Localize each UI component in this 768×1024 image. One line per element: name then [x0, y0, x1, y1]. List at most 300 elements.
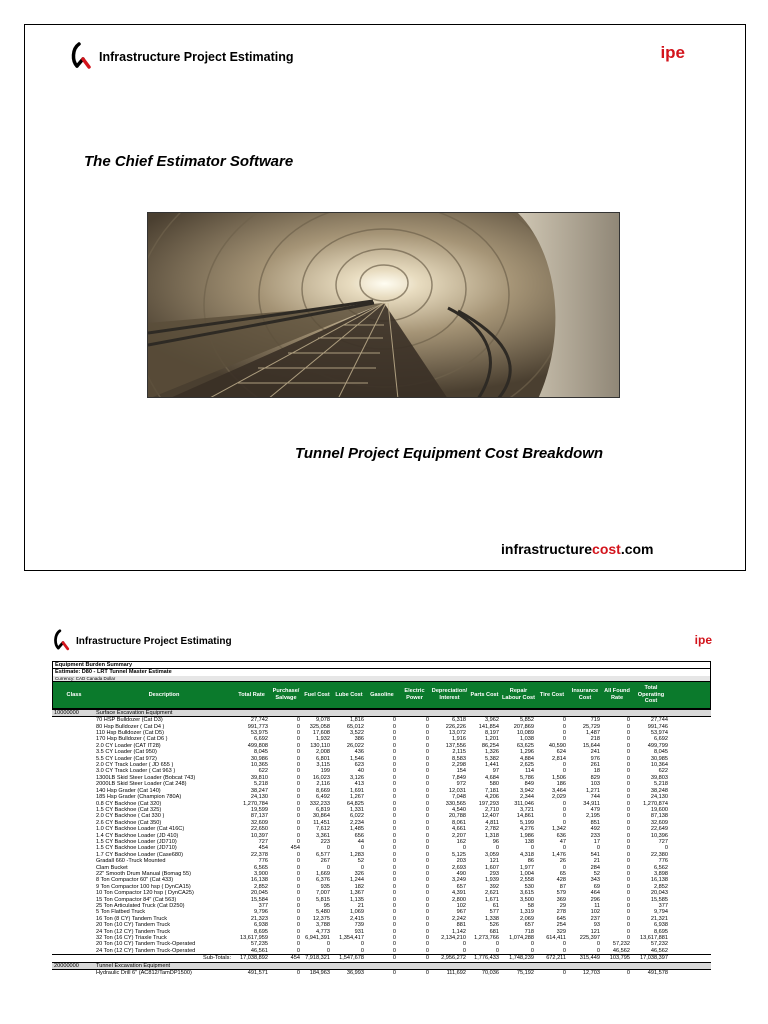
- row-description: 32 Ton (16 CY) Triaxle Truck: [96, 935, 167, 942]
- row-description: Clam Bucket: [96, 864, 128, 871]
- row-value: 5,199: [520, 819, 534, 826]
- row-value: 0: [425, 742, 429, 749]
- row-value: 0: [626, 896, 630, 903]
- row-value: 0: [360, 864, 364, 871]
- row-value: 0: [296, 806, 300, 813]
- row-value: 0: [530, 947, 534, 954]
- row-value: 7,612: [316, 826, 330, 833]
- row-description: 1300LB Skid Steer Loader (Bobcat 743): [96, 774, 196, 781]
- row-value: 343: [590, 877, 600, 884]
- row-value: 10,396: [650, 832, 668, 839]
- row-value: 0: [626, 935, 630, 942]
- row-value: 199: [320, 768, 330, 775]
- row-value: 1,074,288: [509, 935, 534, 942]
- group-row: [52, 962, 711, 970]
- row-description: 3.0 CY Track Loader ( Cat 963 ): [96, 768, 176, 775]
- row-value: 1,270,874: [643, 800, 668, 807]
- row-value: 1,283: [350, 851, 364, 858]
- row-value: 0: [626, 845, 630, 852]
- row-value: 1,338: [485, 915, 499, 922]
- row-value: 0: [562, 970, 566, 977]
- row-value: 0: [392, 787, 396, 794]
- row-value: 103: [590, 781, 600, 788]
- row-value: 30,986: [250, 755, 268, 762]
- column-header: Purchase/ Salvage: [272, 688, 300, 701]
- row-value: 184,963: [309, 970, 330, 977]
- row-value: 6,938: [254, 922, 268, 929]
- row-value: 4,391: [452, 890, 466, 897]
- row-value: 138: [524, 838, 534, 845]
- row-value: 2,029: [552, 794, 566, 801]
- row-value: 223: [320, 838, 330, 845]
- row-value: 22,380: [650, 851, 668, 858]
- row-value: 1,671: [485, 896, 499, 903]
- estimate-name: Estimate: D80 - LRT Tunnel Master Estimate: [53, 668, 710, 675]
- row-value: 0: [392, 736, 396, 743]
- row-value: 21,321: [650, 915, 668, 922]
- row-value: 0: [562, 730, 566, 737]
- row-value: 53,974: [650, 730, 668, 737]
- row-value: 464: [590, 890, 600, 897]
- row-value: 93: [593, 922, 600, 929]
- row-value: 931: [354, 928, 364, 935]
- row-value: 0: [425, 903, 429, 909]
- row-value: 6,022: [350, 813, 364, 820]
- row-value: 1,267: [350, 794, 364, 801]
- row-value: 11: [594, 903, 600, 909]
- row-value: 0: [425, 762, 429, 769]
- row-value: 428: [556, 877, 566, 884]
- column-header: Electric Power: [404, 688, 425, 701]
- row-value: 15,584: [250, 896, 268, 903]
- row-value: 25,729: [582, 723, 600, 730]
- row-value: 2,710: [485, 806, 499, 813]
- row-value: 0: [392, 800, 396, 807]
- row-value: 0: [425, 870, 429, 877]
- row-value: 0: [296, 813, 300, 820]
- row-value: 0: [626, 787, 630, 794]
- brand-name: Infrastructure Project Estimating: [99, 50, 294, 64]
- column-header: Lube Cost: [335, 691, 363, 698]
- row-value: 0: [562, 768, 566, 775]
- row-value: 0: [296, 915, 300, 922]
- subtotal-value: 315,449: [579, 955, 600, 962]
- row-value: 0: [530, 845, 534, 852]
- row-value: 8,197: [485, 730, 499, 737]
- row-value: 0: [425, 890, 429, 897]
- row-value: 0: [392, 762, 396, 769]
- row-value: 21: [357, 903, 364, 909]
- row-value: 2,621: [485, 890, 499, 897]
- row-description: 20 Ton (10 CY) Tandem Truck-Operated: [96, 941, 196, 948]
- row-value: 1,296: [520, 749, 534, 756]
- row-value: 935: [320, 883, 330, 890]
- row-value: 10,089: [516, 730, 534, 737]
- row-value: 0: [562, 800, 566, 807]
- row-value: 436: [354, 749, 364, 756]
- row-value: 16,138: [250, 877, 268, 884]
- row-value: 1,816: [350, 717, 364, 724]
- row-value: 0: [296, 970, 300, 977]
- row-value: 0: [360, 941, 364, 948]
- row-value: 881: [456, 922, 466, 929]
- row-value: 0: [425, 787, 429, 794]
- row-value: 218: [590, 736, 600, 743]
- row-value: 162: [456, 838, 466, 845]
- row-value: 0: [392, 749, 396, 756]
- report-page: [0, 600, 768, 1024]
- row-value: 10,365: [250, 762, 268, 769]
- row-value: 226,226: [445, 723, 466, 730]
- row-value: 3,126: [350, 774, 364, 781]
- row-value: 0: [626, 851, 630, 858]
- report-title: Equipment Burden Summary: [55, 662, 133, 668]
- row-value: 624: [556, 749, 566, 756]
- row-value: 776: [258, 858, 268, 865]
- row-value: 454: [258, 845, 268, 852]
- row-class: [52, 955, 94, 961]
- row-value: 1,326: [485, 749, 499, 756]
- column-header: Parts Cost: [470, 691, 499, 698]
- row-value: 577: [489, 909, 499, 916]
- row-description: 10 Ton Compactor 120 hsp ( DynCA25): [96, 890, 194, 897]
- column-header: Tire Cost: [539, 691, 565, 698]
- row-value: 15,585: [650, 896, 668, 903]
- row-value: 114: [525, 768, 534, 775]
- row-value: 1,271: [586, 787, 600, 794]
- row-value: 0: [296, 928, 300, 935]
- row-value: 57,235: [250, 941, 268, 948]
- row-value: 0: [392, 970, 396, 977]
- row-value: 0: [392, 742, 396, 749]
- row-value: 0: [296, 941, 300, 948]
- row-value: 0: [392, 947, 396, 954]
- row-value: 46,562: [612, 947, 630, 954]
- row-value: 20,788: [448, 813, 466, 820]
- row-value: 1,441: [485, 762, 499, 769]
- row-value: 2,234: [350, 819, 364, 826]
- column-header: Description: [148, 691, 180, 698]
- row-value: 4,773: [316, 928, 330, 935]
- row-value: 377: [258, 903, 268, 909]
- row-value: 0: [392, 838, 396, 845]
- row-value: 95: [323, 903, 330, 909]
- row-value: 0: [392, 915, 396, 922]
- row-value: 744: [590, 794, 600, 801]
- row-value: 0: [425, 781, 429, 788]
- row-value: 6,562: [654, 864, 668, 871]
- row-value: 2,069: [520, 915, 534, 922]
- row-value: 3,788: [316, 922, 330, 929]
- row-value: 1,669: [316, 870, 330, 877]
- row-description: Hydraulic Drill 6" (AC812/TamDP1500): [96, 970, 192, 977]
- row-value: 21,323: [250, 915, 268, 922]
- row-value: 0: [392, 928, 396, 935]
- row-value: 622: [258, 768, 268, 775]
- row-value: 325,058: [309, 723, 330, 730]
- row-value: 293: [489, 870, 499, 877]
- row-value: 0: [562, 947, 566, 954]
- row-value: 0: [425, 935, 429, 942]
- row-value: 6,941,391: [305, 935, 330, 942]
- row-value: 329: [556, 928, 566, 935]
- subtotal-value: 7,918,321: [305, 955, 330, 962]
- row-value: 499,808: [247, 742, 268, 749]
- row-value: 0: [296, 781, 300, 788]
- column-header: Depreciation/ Interest: [431, 688, 468, 701]
- site-suffix: .com: [620, 541, 654, 557]
- row-description: 2000LB Skid Steer Loader (Cat 248): [96, 781, 187, 788]
- tunnel-photo: [147, 212, 620, 398]
- website-url[interactable]: [501, 541, 654, 557]
- row-value: 1,342: [552, 826, 566, 833]
- row-value: 0: [626, 928, 630, 935]
- row-value: 386: [354, 736, 364, 743]
- row-value: 5,125: [452, 851, 466, 858]
- row-value: 0: [562, 941, 566, 948]
- row-value: 0: [296, 858, 300, 865]
- row-value: 8,669: [316, 787, 330, 794]
- row-description: 140 Hsp Grader (Cat 140): [96, 787, 161, 794]
- row-value: 121: [590, 928, 600, 935]
- row-description: 110 Hsp Bulldozer (Cat D5): [96, 730, 164, 737]
- row-value: 0: [626, 794, 630, 801]
- row-value: 1,244: [350, 877, 364, 884]
- row-value: 0: [425, 851, 429, 858]
- row-value: 0: [626, 858, 630, 865]
- row-value: 2,800: [452, 896, 466, 903]
- row-value: 3,059: [485, 851, 499, 858]
- row-description: 8 Ton Compactor 60" (Cat 433): [96, 877, 174, 884]
- row-value: 32,609: [650, 819, 668, 826]
- row-description: 5 Ton Flatbed Truck: [96, 909, 146, 916]
- row-value: 2,298: [452, 762, 466, 769]
- title-slide: [24, 24, 746, 571]
- row-value: 623: [354, 762, 364, 769]
- row-value: 32,609: [250, 819, 268, 826]
- row-value: 851: [590, 819, 600, 826]
- row-value: 579: [556, 890, 566, 897]
- row-value: 0: [626, 877, 630, 884]
- row-value: 1,367: [350, 890, 364, 897]
- row-value: 0: [296, 787, 300, 794]
- row-value: 0: [392, 890, 396, 897]
- row-value: 657: [524, 922, 534, 929]
- row-value: 1,331: [350, 806, 364, 813]
- row-value: 3,942: [520, 787, 534, 794]
- row-value: 64,825: [346, 800, 364, 807]
- row-value: 46,561: [250, 947, 268, 954]
- row-value: 0: [296, 838, 300, 845]
- row-value: 1,986: [520, 832, 534, 839]
- column-header: Class: [66, 691, 82, 698]
- row-value: 87: [559, 883, 566, 890]
- row-value: 2,852: [254, 883, 268, 890]
- row-value: 141,854: [478, 723, 499, 730]
- row-value: 4,684: [485, 774, 499, 781]
- row-value: 0: [626, 909, 630, 916]
- row-value: 0: [562, 806, 566, 813]
- ipe-logo-icon: [69, 41, 97, 73]
- group-class: 10000000: [54, 709, 79, 716]
- row-value: 0: [392, 935, 396, 942]
- row-value: 8,695: [654, 928, 668, 935]
- row-value: 20,045: [250, 890, 268, 897]
- row-value: 645: [556, 915, 566, 922]
- row-description: 2.0 CY Track Loader ( JD 655 ): [96, 762, 174, 769]
- row-value: 0: [392, 819, 396, 826]
- row-value: 3,615: [520, 890, 534, 897]
- row-value: 22,378: [250, 851, 268, 858]
- table-row: [52, 970, 711, 976]
- row-value: 233: [590, 832, 600, 839]
- row-value: 1,607: [485, 864, 499, 871]
- row-value: 0: [626, 838, 630, 845]
- brand-name: Infrastructure Project Estimating: [76, 635, 232, 647]
- row-value: 530: [524, 883, 534, 890]
- row-value: 0: [425, 922, 429, 929]
- ipe-mark: ipe: [660, 43, 685, 62]
- subtotal-value: 1,776,433: [474, 955, 499, 962]
- row-value: 1,506: [552, 774, 566, 781]
- row-value: 0: [392, 877, 396, 884]
- row-value: 727: [658, 838, 668, 845]
- row-value: 0: [626, 800, 630, 807]
- row-value: 0: [392, 896, 396, 903]
- row-value: 6,376: [316, 877, 330, 884]
- row-value: 3,115: [316, 762, 330, 769]
- row-value: 6,577: [316, 851, 330, 858]
- row-value: 413: [354, 781, 364, 788]
- row-value: 0: [326, 941, 330, 948]
- row-value: 0: [392, 813, 396, 820]
- row-value: 0: [425, 736, 429, 743]
- row-value: 0: [495, 845, 499, 852]
- row-value: 656: [354, 832, 364, 839]
- row-value: 0: [425, 896, 429, 903]
- row-value: 0: [296, 870, 300, 877]
- row-value: 86,254: [481, 742, 499, 749]
- row-value: 2,115: [452, 749, 466, 756]
- row-value: 718: [524, 928, 534, 935]
- report-header: [52, 661, 711, 682]
- row-value: 15,644: [582, 742, 600, 749]
- row-value: 111,692: [446, 970, 466, 977]
- row-value: 10,397: [250, 832, 268, 839]
- row-value: 0: [326, 845, 330, 852]
- row-value: 3,898: [654, 870, 668, 877]
- row-value: 4,540: [452, 806, 466, 813]
- row-value: 0: [626, 774, 630, 781]
- row-description: 24 Ton (12 CY) Tandem Truck-Operated: [96, 947, 196, 954]
- row-value: 491,578: [647, 970, 668, 977]
- row-value: 203: [456, 858, 466, 865]
- row-value: 8,045: [654, 749, 668, 756]
- row-value: 392: [489, 883, 499, 890]
- row-value: 87,137: [250, 813, 268, 820]
- row-value: 1,270,784: [243, 800, 268, 807]
- row-value: 154: [456, 768, 466, 775]
- row-value: 0: [626, 813, 630, 820]
- row-value: 2,693: [452, 864, 466, 871]
- row-value: 186: [556, 781, 566, 788]
- row-value: 9,794: [654, 909, 668, 916]
- column-header: All Found Rate: [604, 688, 630, 701]
- row-value: 130,110: [310, 742, 330, 749]
- column-header: Insurance Cost: [571, 688, 599, 701]
- row-value: 976: [590, 755, 600, 762]
- row-value: 1,142: [452, 928, 466, 935]
- row-value: 0: [296, 819, 300, 826]
- row-value: 491,571: [247, 970, 268, 977]
- row-value: 102: [590, 909, 600, 916]
- row-value: 16,023: [312, 774, 330, 781]
- row-value: 12,407: [481, 813, 499, 820]
- row-value: 97: [492, 768, 499, 775]
- row-value: 0: [392, 768, 396, 775]
- row-description: 1.5 CY Backhoe Loader (JD710): [96, 838, 177, 845]
- row-value: 13,617,959: [240, 935, 268, 942]
- row-value: 0: [392, 858, 396, 865]
- row-value: 6,938: [654, 922, 668, 929]
- subtotal-row: [52, 954, 711, 961]
- row-description: 1.5 CY Backhoe Loader (JD710): [96, 845, 177, 852]
- row-value: 30,985: [650, 755, 668, 762]
- row-value: 0: [626, 755, 630, 762]
- row-value: 5,852: [520, 717, 534, 724]
- row-value: 52: [593, 870, 600, 877]
- row-value: 1,932: [316, 736, 330, 743]
- row-value: 541: [590, 851, 600, 858]
- subtotal-value: 17,038,397: [640, 955, 668, 962]
- row-value: 7,849: [452, 774, 466, 781]
- row-value: 284: [590, 864, 600, 871]
- row-value: 3,361: [316, 832, 330, 839]
- row-value: 1,318: [485, 832, 499, 839]
- row-value: 40,590: [548, 742, 566, 749]
- subtotal-label: Sub-Totals:: [203, 955, 231, 962]
- brand-logo-small: [52, 628, 232, 654]
- row-value: 7,007: [316, 890, 330, 897]
- group-class: 20000000: [54, 962, 79, 969]
- tunnel-image: [148, 213, 620, 398]
- row-value: 17: [593, 838, 600, 845]
- row-value: 0: [462, 947, 466, 954]
- row-value: 1,487: [586, 730, 600, 737]
- row-value: 61: [492, 903, 499, 909]
- column-header: Gasoline: [370, 691, 394, 698]
- row-value: 22,650: [250, 826, 268, 833]
- row-value: 6,692: [654, 736, 668, 743]
- row-value: 0: [626, 736, 630, 743]
- row-value: 0: [296, 768, 300, 775]
- group-title: Tunnel Excavation Equipment: [96, 962, 171, 969]
- row-description: 22" Smooth Drum Manual (Bomag 55): [96, 870, 191, 877]
- row-value: 0: [425, 768, 429, 775]
- row-value: 0: [392, 903, 396, 909]
- row-value: 0: [425, 723, 429, 730]
- row-description: 0.8 CY Backhoe (Cat 320): [96, 800, 162, 807]
- row-value: 0: [626, 723, 630, 730]
- row-value: 2,134,210: [441, 935, 466, 942]
- row-value: 0: [425, 845, 429, 852]
- row-value: 254: [556, 922, 566, 929]
- row-value: 0: [596, 947, 600, 954]
- row-description: 1.7 CY Backhoe Loader (Case680): [96, 851, 183, 858]
- row-value: 0: [392, 826, 396, 833]
- row-value: 1,069: [350, 909, 364, 916]
- row-description: 185 Hsp Grader (Champion 780A): [96, 794, 182, 801]
